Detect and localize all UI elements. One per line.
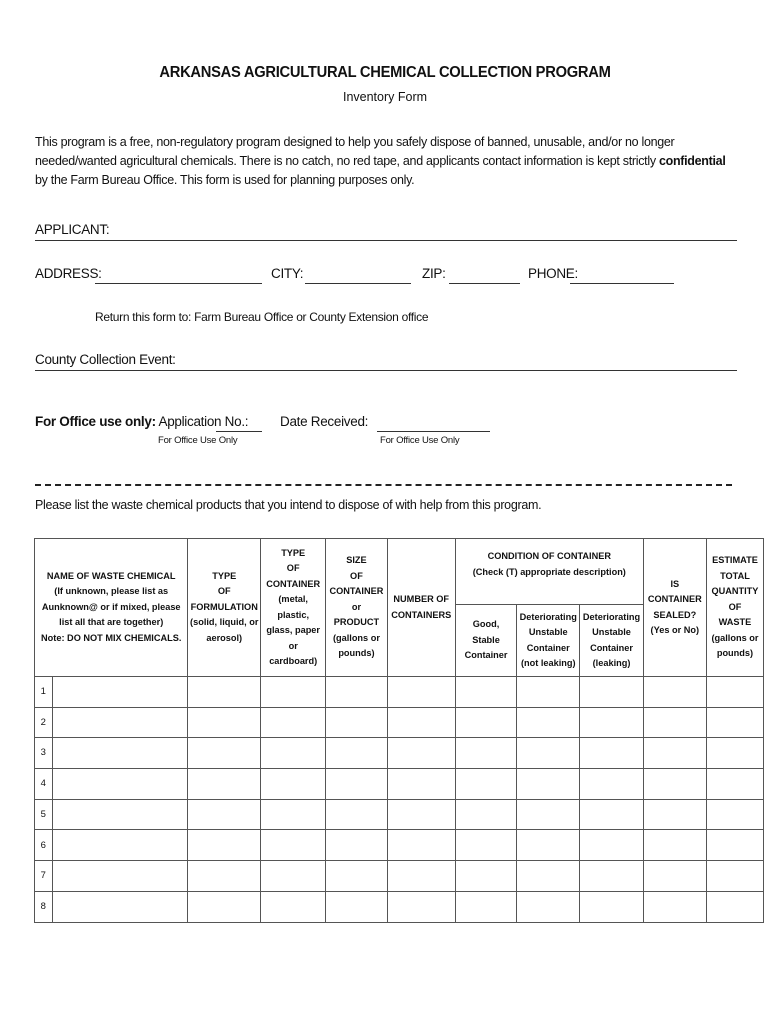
table-row (35, 799, 764, 830)
table-cell[interactable] (643, 830, 706, 861)
table-cell[interactable] (706, 861, 763, 892)
table-cell[interactable] (261, 891, 326, 922)
office-use-note-2: For Office Use Only (380, 435, 460, 446)
table-cell[interactable] (455, 861, 516, 892)
intro-text-part1: This program is a free, non-regulatory program designed to help you safely dispose of banned, unusable, and/or no longer needed/wanted agricultural chemicals. There is no catch, no red tape, and applicants contact information is kept strictly (35, 135, 675, 168)
row-number: 3 (35, 738, 53, 769)
table-cell[interactable] (643, 891, 706, 922)
table-cell[interactable] (326, 861, 387, 892)
dashed-divider (35, 484, 732, 486)
table-cell[interactable] (455, 830, 516, 861)
row-number: 1 (35, 677, 53, 708)
phone-line[interactable] (570, 283, 674, 284)
table-cell[interactable] (455, 769, 516, 800)
table-cell[interactable] (643, 861, 706, 892)
table-cell[interactable] (52, 677, 188, 708)
table-cell[interactable] (52, 830, 188, 861)
table-cell[interactable] (261, 738, 326, 769)
table-row (35, 677, 764, 708)
header-container-size: SIZE OF CONTAINER or PRODUCT (gallons or pounds) (326, 539, 387, 677)
table-cell[interactable] (326, 799, 387, 830)
table-cell[interactable] (261, 799, 326, 830)
table-cell[interactable] (706, 738, 763, 769)
table-cell[interactable] (580, 891, 643, 922)
table-cell[interactable] (387, 738, 455, 769)
table-cell[interactable] (455, 891, 516, 922)
table-cell[interactable] (580, 677, 643, 708)
table-cell[interactable] (188, 891, 261, 922)
table-cell[interactable] (52, 891, 188, 922)
table-cell[interactable] (261, 830, 326, 861)
row-number: 6 (35, 830, 53, 861)
table-row (35, 707, 764, 738)
table-cell[interactable] (706, 707, 763, 738)
table-row (35, 891, 764, 922)
table-cell[interactable] (52, 738, 188, 769)
table-cell[interactable] (188, 799, 261, 830)
row-number: 5 (35, 799, 53, 830)
table-cell[interactable] (517, 891, 580, 922)
form-title: ARKANSAS AGRICULTURAL CHEMICAL COLLECTION PROGRAM (159, 64, 611, 81)
table-cell[interactable] (387, 891, 455, 922)
table-cell[interactable] (643, 738, 706, 769)
row-number: 7 (35, 861, 53, 892)
table-cell[interactable] (706, 769, 763, 800)
header-estimate: ESTIMATE TOTAL QUANTITY OF WASTE (gallons or pounds) (706, 539, 763, 677)
office-use-note-1: For Office Use Only (158, 435, 238, 446)
county-event-line[interactable] (35, 370, 737, 371)
table-cell[interactable] (52, 799, 188, 830)
table-row (35, 830, 764, 861)
table-cell[interactable] (455, 677, 516, 708)
phone-label: PHONE: (528, 266, 578, 281)
return-note: Return this form to: Farm Bureau Office or County Extension office (95, 310, 429, 324)
header-formulation: TYPE OF FORMULATION (solid, liquid, or aerosol) (188, 539, 261, 677)
table-cell[interactable] (517, 799, 580, 830)
list-instruction: Please list the waste chemical products that you intend to dispose of with help from this program. (35, 498, 542, 512)
table-cell[interactable] (188, 707, 261, 738)
table-cell[interactable] (326, 707, 387, 738)
row-number: 2 (35, 707, 53, 738)
header-container-type: TYPE OF CONTAINER (metal, plastic, glass, paper or cardboard) (261, 539, 326, 677)
table-cell[interactable] (706, 799, 763, 830)
header-chemical-name: NAME OF WASTE CHEMICAL (If unknown, please list as Aunknown@ or if mixed, please list all that are together) Note: DO NOT MIX CHEMICALS. (35, 539, 188, 677)
table-cell[interactable] (580, 861, 643, 892)
header-number-containers: NUMBER OF CONTAINERS (387, 539, 455, 677)
table-cell[interactable] (455, 799, 516, 830)
county-event-label: County Collection Event: (35, 352, 176, 367)
header-condition-leaking: Deteriorating Unstable Container (leaking) (580, 605, 643, 677)
table-cell[interactable] (517, 738, 580, 769)
row-number: 4 (35, 769, 53, 800)
table-cell[interactable] (643, 769, 706, 800)
table-cell[interactable] (455, 707, 516, 738)
zip-label: ZIP: (422, 266, 446, 281)
table-cell[interactable] (326, 891, 387, 922)
table-cell[interactable] (387, 861, 455, 892)
table-cell[interactable] (580, 707, 643, 738)
table-cell[interactable] (188, 861, 261, 892)
table-cell[interactable] (517, 861, 580, 892)
table-cell[interactable] (188, 769, 261, 800)
table-cell[interactable] (517, 830, 580, 861)
table-cell[interactable] (387, 799, 455, 830)
form-subtitle: Inventory Form (342, 90, 428, 104)
date-received-label: Date Received: (280, 414, 369, 429)
table-cell[interactable] (387, 830, 455, 861)
table-cell[interactable] (706, 891, 763, 922)
intro-text-part2: by the Farm Bureau Office. This form is used for planning purposes only. (35, 173, 415, 187)
table-cell[interactable] (706, 830, 763, 861)
table-cell[interactable] (52, 769, 188, 800)
date-received-line[interactable] (377, 431, 490, 432)
table-cell[interactable] (261, 707, 326, 738)
office-use-bold-label: For Office use only: (35, 414, 156, 429)
table-cell[interactable] (326, 738, 387, 769)
header-sealed: IS CONTAINER SEALED? (Yes or No) (643, 539, 706, 677)
table-cell[interactable] (188, 677, 261, 708)
city-line[interactable] (305, 283, 411, 284)
table-row (35, 769, 764, 800)
table-cell[interactable] (387, 677, 455, 708)
table-cell[interactable] (326, 830, 387, 861)
table-cell[interactable] (643, 707, 706, 738)
table-cell[interactable] (326, 677, 387, 708)
applicant-label: APPLICANT: (35, 222, 110, 237)
table-cell[interactable] (643, 677, 706, 708)
table-cell[interactable] (580, 799, 643, 830)
table-cell[interactable] (580, 738, 643, 769)
table-cell[interactable] (517, 707, 580, 738)
table-cell[interactable] (326, 769, 387, 800)
header-condition-not-leaking: Deteriorating Unstable Container (not leaking) (517, 605, 580, 677)
row-number: 8 (35, 891, 53, 922)
table-cell[interactable] (580, 769, 643, 800)
table-row (35, 861, 764, 892)
table-cell[interactable] (261, 769, 326, 800)
table-cell[interactable] (261, 677, 326, 708)
intro-text-bold: confidential (658, 154, 726, 168)
city-label: CITY: (271, 266, 304, 281)
application-no-label: Application No.: (155, 414, 249, 429)
intro-paragraph (35, 133, 741, 190)
table-cell[interactable] (52, 861, 188, 892)
address-label: ADDRESS: (35, 266, 102, 281)
table-cell[interactable] (706, 677, 763, 708)
zip-line[interactable] (449, 283, 520, 284)
applicant-line[interactable] (35, 240, 737, 241)
table-cell[interactable] (387, 707, 455, 738)
table-cell[interactable] (387, 769, 455, 800)
table-cell[interactable] (455, 738, 516, 769)
table-cell[interactable] (580, 830, 643, 861)
table-cell[interactable] (188, 738, 261, 769)
table-row (35, 738, 764, 769)
table-cell[interactable] (517, 677, 580, 708)
office-use-row (35, 414, 248, 429)
waste-chemical-table (34, 538, 764, 923)
header-condition-good: Good, Stable Container (455, 605, 516, 677)
application-no-line[interactable] (216, 431, 262, 432)
header-condition: CONDITION OF CONTAINER (Check (T) appropriate description) (455, 539, 643, 605)
table-cell[interactable] (517, 769, 580, 800)
table-cell[interactable] (52, 707, 188, 738)
table-cell[interactable] (261, 861, 326, 892)
table-cell[interactable] (643, 799, 706, 830)
address-line[interactable] (95, 283, 262, 284)
table-cell[interactable] (188, 830, 261, 861)
